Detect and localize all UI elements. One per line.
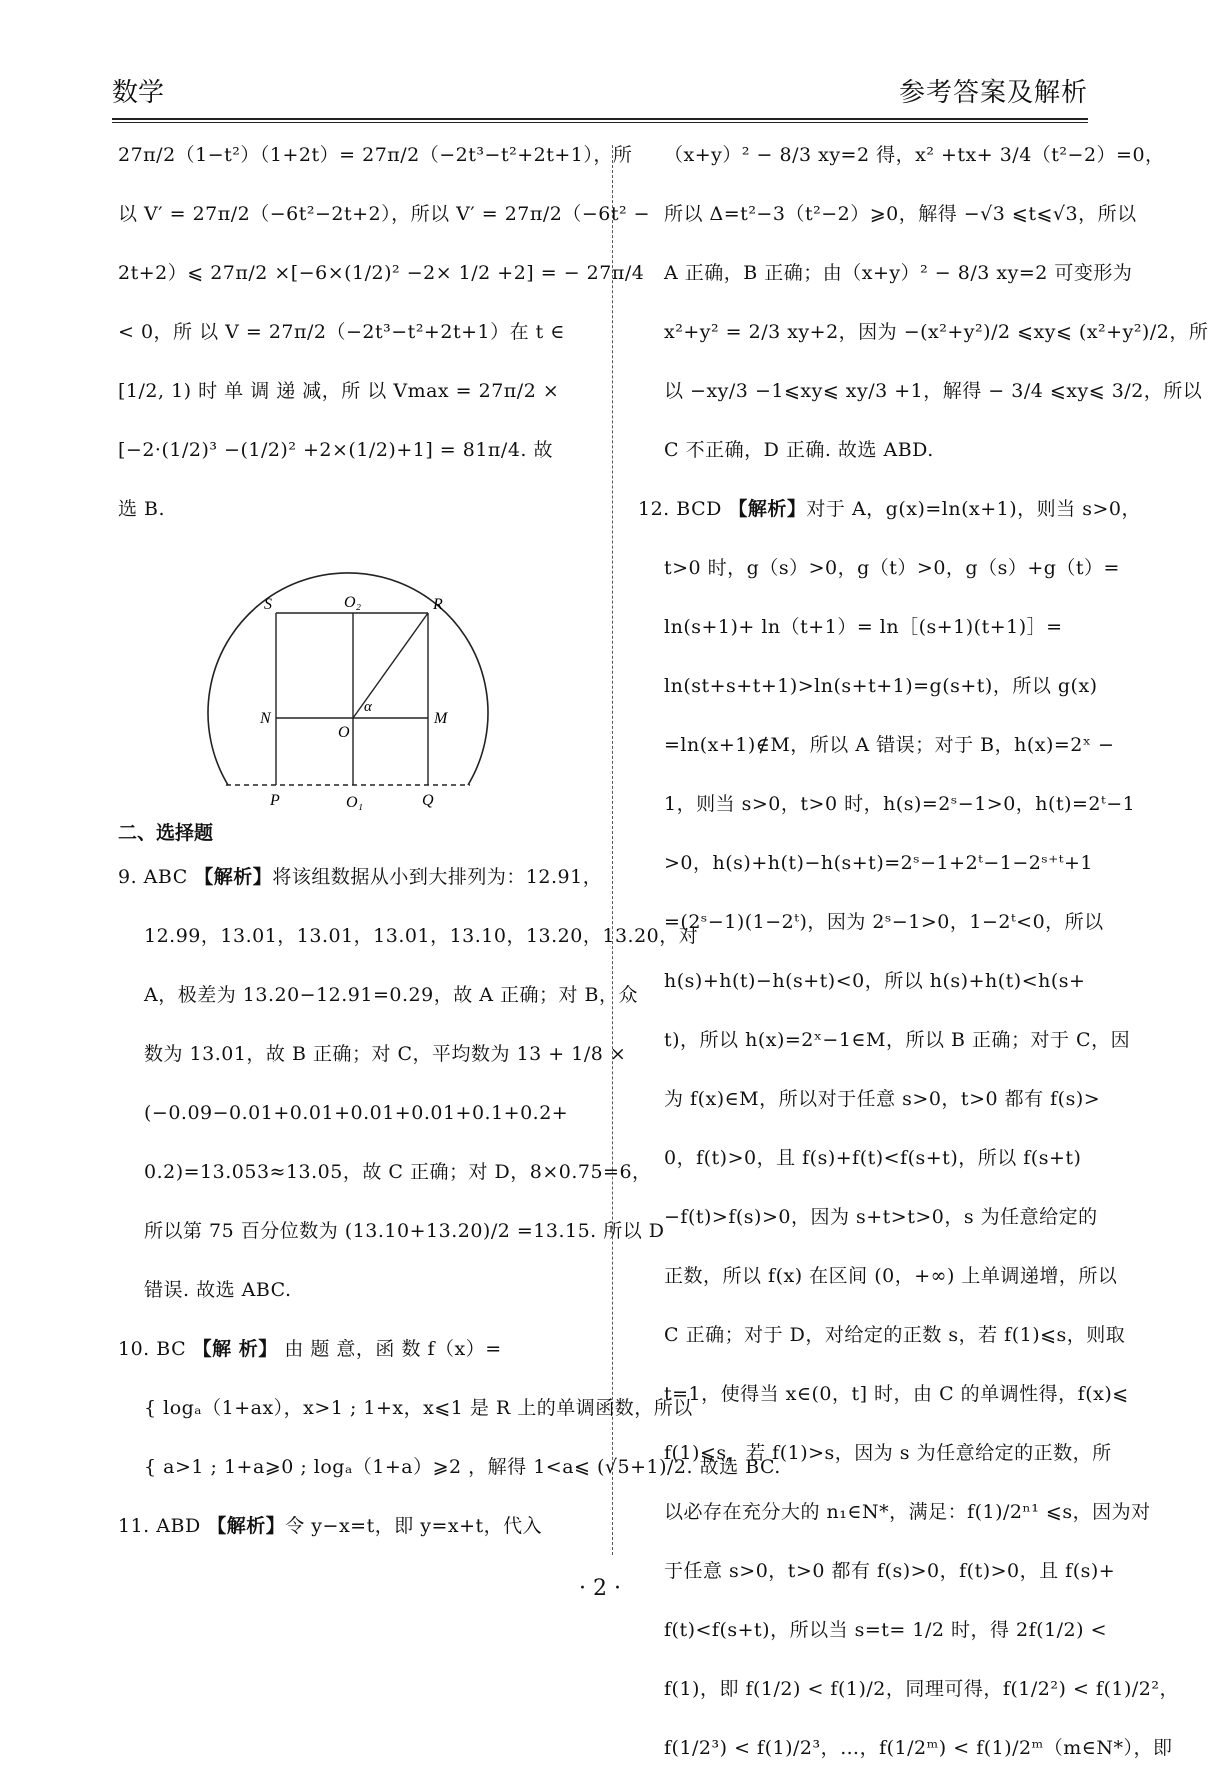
question-number: 11. ABD bbox=[118, 1515, 201, 1537]
text-line: f(t)<f(s+t)，所以当 s=t= 1/2 时，得 2f(1/2) < bbox=[664, 1619, 1108, 1641]
text-line: f(1/2³) < f(1)/2³，…，f(1/2ᵐ) < f(1)/2ᵐ（m∈N*），即 bbox=[664, 1737, 1173, 1759]
q11-solution bbox=[118, 1511, 596, 1541]
text-line: t)，所以 h(x)=2ˣ−1∈M，所以 B 正确；对于 C，因 bbox=[664, 1029, 1131, 1051]
text-line: 0，f(t)>0，且 f(s)+f(t)<f(s+t)，所以 f(s+t) bbox=[664, 1147, 1082, 1169]
text-line: 以 V′ = 27π/2（−6t²−2t+2），所以 V′ = 27π/2（−6t² − bbox=[118, 203, 651, 225]
text-line: 为 f(x)∈M，所以对于任意 s>0，t>0 都有 f(s)> bbox=[664, 1088, 1101, 1110]
label-N: N bbox=[260, 710, 271, 727]
text-line: < 0，所 以 V = 27π/2（−2t³−t²+2t+1）在 t ∈ bbox=[118, 321, 565, 343]
text-line bbox=[118, 1511, 596, 1541]
text-line: [−2·(1/2)³ −(1/2)² +2×(1/2)+1] = 81π/4. 故 bbox=[118, 439, 553, 461]
right-column bbox=[638, 140, 1208, 1792]
text-line bbox=[118, 862, 603, 892]
text-line: C 正确；对于 D，对给定的正数 s，若 f(1)⩽s，则取 bbox=[664, 1324, 1126, 1346]
text-line: 数为 13.01，故 B 正确；对 C，平均数为 13 + 1/8 × bbox=[144, 1043, 627, 1065]
text-line: =(2ˢ−1)(1−2ᵗ)，因为 2ˢ−1>0，1−2ᵗ<0，所以 bbox=[664, 911, 1104, 933]
q9-solution bbox=[118, 862, 699, 1305]
text-line: 12.99，13.01，13.01，13.01，13.10，13.20，13.20，对 bbox=[144, 925, 699, 947]
q11-solution-continued bbox=[638, 140, 1208, 465]
analysis-tag: 【解 析】 bbox=[192, 1338, 278, 1360]
question-number: 9. ABC bbox=[118, 866, 188, 888]
subject-label: 数学 bbox=[112, 78, 165, 108]
text-line: 以必存在充分大的 n₁∈N*，满足：f(1)/2ⁿ¹ ⩽s，因为对 bbox=[664, 1501, 1151, 1523]
text-line: 0.2)=13.053≈13.05，故 C 正确；对 D，8×0.75=6， bbox=[144, 1161, 652, 1183]
label-O: O bbox=[338, 724, 350, 741]
geometry-figure bbox=[198, 553, 498, 811]
text-line: 正数，所以 f(x) 在区间 (0，+∞) 上单调递增，所以 bbox=[664, 1265, 1118, 1287]
text-line: C 不正确，D 正确. 故选 ABD. bbox=[664, 439, 934, 461]
section-title: 二、选择题 bbox=[118, 822, 214, 844]
label-P: P bbox=[270, 792, 280, 809]
text-span: 由 题 意，函 数 f（x）= bbox=[284, 1338, 502, 1360]
text-line: x²+y² = 2/3 xy+2，因为 −(x²+y²)/2 ⩽xy⩽ (x²+y²)/2，所 bbox=[664, 321, 1208, 343]
text-span: 对于 A，g(x)=ln(x+1)，则当 s>0， bbox=[806, 498, 1141, 520]
label-O2: O₂ bbox=[344, 594, 362, 611]
text-line: ln(s+1)+ ln（t+1）= ln［(s+1)(t+1)］= bbox=[664, 616, 1063, 638]
label-S: S bbox=[264, 596, 272, 613]
text-line: A 正确，B 正确；由（x+y）² − 8/3 xy=2 可变形为 bbox=[664, 262, 1133, 284]
header-rule bbox=[112, 118, 1088, 120]
text-line: 以 −xy/3 −1⩽xy⩽ xy/3 +1，解得 − 3/4 ⩽xy⩽ 3/2，所以 bbox=[664, 380, 1203, 402]
analysis-tag: 【解析】 bbox=[728, 498, 807, 520]
header-rule-thin bbox=[112, 122, 1088, 123]
text-line: { logₐ（1+ax），x>1 ; 1+x，x⩽1 是 R 上的单调函数，所以 bbox=[144, 1397, 693, 1419]
column-divider bbox=[612, 145, 613, 1555]
text-line: h(s)+h(t)−h(s+t)<0，所以 h(s)+h(t)<h(s+ bbox=[664, 970, 1086, 992]
q8-solution-continued bbox=[118, 140, 651, 524]
text-line bbox=[118, 1334, 596, 1364]
question-number: 10. BC bbox=[118, 1338, 187, 1360]
analysis-tag: 【解析】 bbox=[207, 1515, 286, 1537]
text-line: −f(t)>f(s)>0，因为 s+t>t>0，s 为任意给定的 bbox=[664, 1206, 1098, 1228]
label-alpha: α bbox=[364, 699, 372, 715]
question-number: 12. BCD bbox=[638, 498, 722, 520]
page-header bbox=[112, 72, 1088, 112]
text-line: 1，则当 s>0，t>0 时，h(s)=2ˢ−1>0，h(t)=2ᵗ−1 bbox=[664, 793, 1136, 815]
text-line: 2t+2）⩽ 27π/2 ×[−6×(1/2)² −2× 1/2 +2] = − 27π/4 bbox=[118, 262, 645, 284]
q10-solution bbox=[118, 1334, 781, 1482]
analysis-tag: 【解析】 bbox=[194, 866, 273, 888]
text-line: f(1)⩽s，若 f(1)>s，因为 s 为任意给定的正数，所 bbox=[664, 1442, 1112, 1464]
text-line: 所以 Δ=t²−3（t²−2）⩾0，解得 −√3 ⩽t⩽√3，所以 bbox=[664, 203, 1137, 225]
text-line: 27π/2（1−t²）（1+2t）= 27π/2（−2t³−t²+2t+1），所 bbox=[118, 144, 633, 166]
text-line bbox=[638, 494, 1141, 524]
text-line: t=1，使得当 x∈(0，t] 时，由 C 的单调性得，f(x)⩽ bbox=[664, 1383, 1129, 1405]
text-line: A，极差为 13.20−12.91=0.29，故 A 正确；对 B，众 bbox=[144, 984, 638, 1006]
text-line: >0，h(s)+h(t)−h(s+t)=2ˢ−1+2ᵗ−1−2ˢ⁺ᵗ+1 bbox=[664, 852, 1093, 874]
label-O1: O₁ bbox=[346, 794, 364, 811]
section-label: 参考答案及解析 bbox=[898, 78, 1088, 108]
text-line: 所以第 75 百分位数为 (13.10+13.20)/2 =13.15. 所以 D bbox=[144, 1220, 665, 1242]
text-span: 将该组数据从小到大排列为：12.91， bbox=[272, 866, 603, 888]
label-R: R bbox=[433, 596, 443, 613]
text-line: （x+y）² − 8/3 xy=2 得，x² +tx+ 3/4（t²−2）=0， bbox=[664, 144, 1165, 166]
text-line: 于任意 s>0，t>0 都有 f(s)>0，f(t)>0，且 f(s)+ bbox=[664, 1560, 1116, 1582]
text-line: 选 B. bbox=[118, 498, 166, 520]
text-span: 令 y−x=t，即 y=x+t，代入 bbox=[285, 1515, 543, 1537]
text-line: f(1)，即 f(1/2) < f(1)/2，同理可得，f(1/2²) < f(1)/2²， bbox=[664, 1678, 1179, 1700]
page-number: · 2 · bbox=[579, 1576, 621, 1601]
q12-solution bbox=[638, 494, 1179, 1763]
text-line: =ln(x+1)∉M，所以 A 错误；对于 B，h(x)=2ˣ − bbox=[664, 734, 1115, 756]
label-M: M bbox=[434, 710, 448, 727]
label-Q: Q bbox=[422, 792, 434, 809]
text-line: { a>1 ; 1+a⩾0 ; logₐ（1+a）⩾2 ，解得 1<a⩽ (√5+1)/2. 故选 BC. bbox=[144, 1456, 781, 1478]
text-line: 错误. 故选 ABC. bbox=[144, 1279, 292, 1301]
text-line: [1/2, 1) 时 单 调 递 减，所 以 Vmax = 27π/2 × bbox=[118, 380, 560, 402]
text-line: t>0 时，g（s）>0，g（t）>0，g（s）+g（t）= bbox=[664, 557, 1120, 579]
text-line: ln(st+s+t+1)>ln(s+t+1)=g(s+t)，所以 g(x) bbox=[664, 675, 1098, 697]
text-line: (−0.09−0.01+0.01+0.01+0.01+0.1+0.2+ bbox=[144, 1102, 569, 1124]
